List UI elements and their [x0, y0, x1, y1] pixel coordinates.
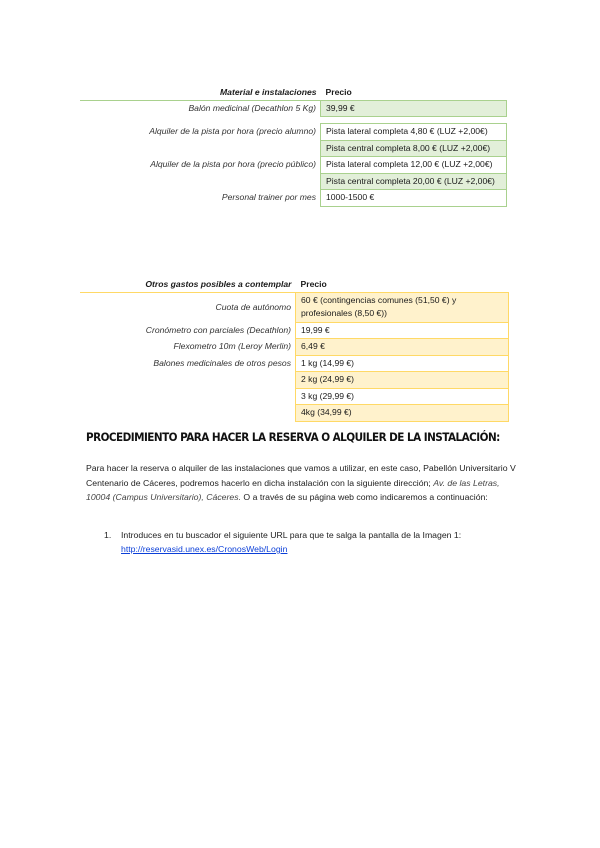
row-crono-label: Cronómetro con parciales (Decathlon) [145, 324, 291, 335]
row-flexo-price: 6,49 € [296, 339, 509, 356]
table1-header-price: Precio [325, 87, 352, 97]
other-costs-table [80, 278, 509, 422]
intro-paragraph [86, 461, 518, 505]
row-balones-price-3kg: 3 kg (29,99 €) [296, 388, 509, 405]
section-heading: PROCEDIMIENTO PARA HACER LA RESERVA O ALQUILER DE LA INSTALACIÓN: [86, 430, 500, 444]
row-balones-price-4kg: 4kg (34,99 €) [296, 405, 509, 422]
para-end: O a través de su página web como indicaremos a continuación: [241, 492, 488, 503]
row-alumno-price-central: Pista central completa 8,00 € (LUZ +2,00€) [321, 140, 507, 157]
row-trainer-price: 1000-1500 € [321, 190, 507, 207]
row-cuota-label: Cuota de autónomo [215, 301, 291, 312]
row-publico-label: Alquiler de la pista por hora (precio público) [150, 159, 316, 169]
row-cuota-price: 60 € (contingencias comunes (51,50 €) y profesionales (8,50 €)) [296, 292, 509, 322]
address-text: Av. de las Letras, 10004 (Campus Universitario), Cáceres. [86, 477, 500, 503]
row-balon-label: Balón medicinal (Decathlon 5 Kg) [188, 102, 316, 113]
row-flexo-label: Flexometro 10m (Leroy Merlin) [173, 341, 291, 351]
item-text: Introduces en tu buscador el siguiente URL para que te salga la pantalla de la Imagen 1: [121, 530, 462, 540]
reservation-link[interactable]: http://reservasid.unex.es/CronosWeb/Login [121, 544, 288, 554]
row-trainer-label: Personal trainer por mes [221, 192, 316, 202]
steps-list [104, 528, 524, 556]
row-publico-price-central: Pista central completa 20,00 € (LUZ +2,00€) [321, 173, 507, 190]
row-balones-price-2kg: 2 kg (24,99 €) [296, 372, 509, 389]
row-alumno-price-lateral: Pista lateral completa 4,80 € (LUZ +2,00€) [321, 124, 507, 141]
row-balones-label: Balones medicinales de otros pesos [153, 357, 291, 368]
table2-header-price: Precio [300, 279, 327, 289]
list-item [104, 528, 524, 556]
row-alumno-label: Alquiler de la pista por hora (precio alumno) [149, 126, 316, 136]
row-balon-price: 39,99 € [321, 100, 507, 117]
para-start: Para hacer la reserva o alquiler de las instalaciones que vamos a utilizar, en este caso, Pabellón Universitario V Centenario de Cáceres, podremos hacerlo en dicha instalación con la siguiente dirección; [86, 463, 516, 488]
row-crono-price: 19,99 € [296, 322, 509, 339]
table2-header-label: Otros gastos posibles a contemplar [80, 278, 296, 292]
table1-header-label: Material e instalaciones [80, 86, 321, 100]
materials-price-table [80, 86, 507, 207]
row-publico-price-lateral: Pista lateral completa 12,00 € (LUZ +2,00€) [321, 157, 507, 174]
item-number: 1. [104, 530, 112, 540]
row-balones-price-1kg: 1 kg (14,99 €) [296, 355, 509, 372]
